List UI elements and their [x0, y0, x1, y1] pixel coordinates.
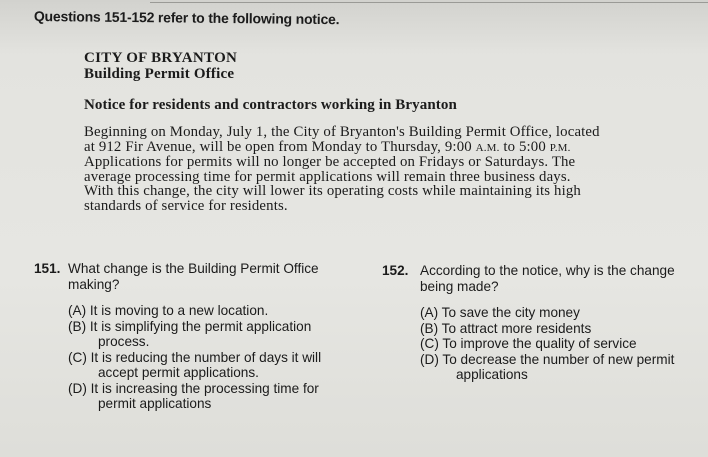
notice-body	[84, 125, 654, 213]
option-d[interactable]: (D) It is increasing the processing time for	[68, 380, 319, 396]
answer-options	[68, 303, 321, 412]
option-c[interactable]: (C) It is reducing the number of days it will	[68, 349, 322, 365]
question-number: 151.	[34, 261, 61, 276]
notice-body-line: standards of service for residents.	[84, 197, 288, 214]
notice-body-line: Beginning on Monday, July 1, the City of Bryanton's Building Permit Office, located	[84, 124, 600, 140]
option-b[interactable]: (B) To attract more residents	[420, 320, 592, 336]
notice-office: Building Permit Office	[84, 66, 235, 82]
notice-title: Notice for residents and contractors working in Bryanton	[84, 97, 457, 113]
question-151	[34, 261, 364, 431]
answer-options	[420, 305, 674, 383]
option-a[interactable]: (A) To save the city money	[420, 305, 580, 320]
notice-body-line: average processing time for permit applications will remain three business days.	[84, 168, 571, 185]
time-pm: P.M.	[549, 141, 571, 154]
time-am: A.M.	[475, 141, 500, 154]
notice-body-line: With this change, the city will lower its operating costs while maintaining its high	[84, 183, 581, 199]
option-d[interactable]: (D) To decrease the number of new permit	[420, 351, 675, 367]
option-d-cont: permit applications	[98, 396, 212, 411]
questions-heading: Questions 151-152 refer to the following notice.	[33, 8, 340, 28]
top-rule	[150, 2, 708, 3]
option-b[interactable]: (B) It is simplifying the permit application	[68, 318, 312, 334]
option-c-cont: accept permit applications.	[98, 365, 259, 380]
option-c[interactable]: (C) To improve the quality of service	[420, 336, 637, 351]
notice-body-line: Applications for permits will no longer be accepted on Fridays or Saturdays. The	[84, 154, 576, 170]
option-a[interactable]: (A) It is moving to a new location.	[68, 303, 269, 318]
question-stem: What change is the Building Permit Office making?	[68, 261, 319, 292]
question-152	[382, 263, 702, 393]
notice-city: CITY OF BRYANTON	[84, 50, 238, 66]
option-d-cont: applications	[456, 367, 528, 382]
notice-body-line: at 912 Fir Avenue, will be open from Monday to Thursday, 9:00 A.M. to 5:00 P.M.	[84, 138, 571, 155]
question-number: 152.	[382, 263, 409, 278]
option-b-cont: process.	[98, 334, 150, 349]
question-stem: According to the notice, why is the change being made?	[420, 263, 675, 294]
